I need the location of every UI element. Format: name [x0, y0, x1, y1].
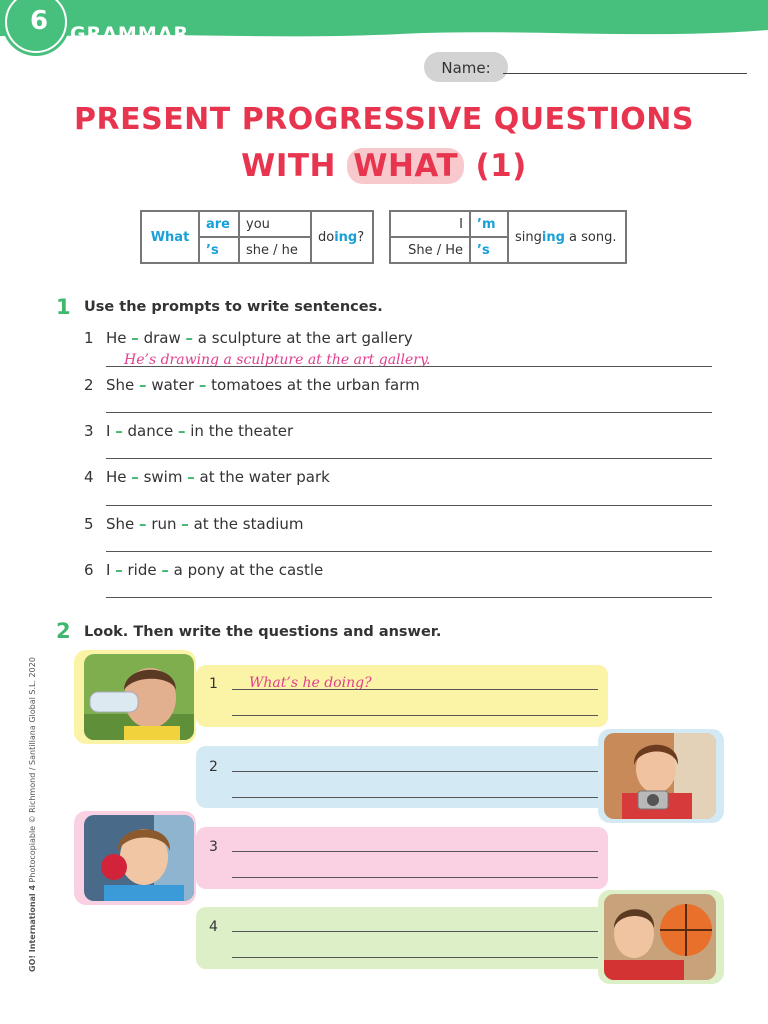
- exercise2-instruction: Look. Then write the questions and answer.: [84, 624, 442, 640]
- item-number: 3: [84, 422, 94, 440]
- cell-s-answer: ’s: [470, 237, 508, 263]
- answer-line-4[interactable]: [106, 505, 712, 506]
- question-line-3a[interactable]: [232, 851, 598, 852]
- singing-post: a song.: [564, 229, 617, 245]
- dash: –: [198, 376, 207, 394]
- answer-line-2[interactable]: [106, 412, 712, 413]
- title-with: WITH: [241, 148, 336, 184]
- question-number-4: 4: [209, 919, 218, 935]
- item-subject: He: [106, 468, 127, 486]
- photo-boy-basketball: [604, 894, 716, 980]
- question-line-3b[interactable]: [232, 877, 598, 878]
- item-place: at the water park: [199, 468, 330, 486]
- item-subject: I: [106, 422, 111, 440]
- title-what-highlight: WHAT: [347, 148, 464, 184]
- doing-post: ?: [357, 229, 365, 245]
- item-place: a pony at the castle: [173, 561, 324, 579]
- exercise1-number: 1: [56, 295, 71, 319]
- cell-doing: [311, 211, 373, 263]
- item-place: tomatoes at the urban farm: [211, 376, 420, 394]
- exercise1-item: [84, 422, 293, 440]
- question-line-1a[interactable]: [232, 689, 598, 690]
- name-label: Name:: [424, 52, 508, 82]
- question-line-2b[interactable]: [232, 797, 598, 798]
- dash: –: [177, 422, 186, 440]
- grammar-answer-table: [389, 210, 627, 264]
- answer-line-1[interactable]: [106, 366, 712, 367]
- exercise2-number: 2: [56, 619, 71, 643]
- cell-singing: [508, 211, 626, 263]
- answer-band-3: [196, 827, 608, 889]
- cell-you: you: [239, 211, 311, 237]
- cell-are: are: [199, 211, 239, 237]
- item-subject: She: [106, 515, 135, 533]
- photo-girl-apple: [84, 815, 194, 901]
- exercise1-item: [84, 376, 420, 394]
- item-number: 4: [84, 468, 94, 486]
- cell-what: What: [141, 211, 199, 263]
- title-number: (1): [475, 148, 527, 184]
- item-subject: She: [106, 376, 135, 394]
- item-verb: swim: [143, 468, 183, 486]
- answer-band-2: [196, 746, 608, 808]
- cell-she-he: she / he: [239, 237, 311, 263]
- dash: –: [115, 561, 123, 579]
- dash: –: [115, 422, 123, 440]
- item-subject: I: [106, 561, 111, 579]
- item-verb: dance: [127, 422, 174, 440]
- girl-camera-image: [604, 733, 716, 819]
- page-title-line2: [0, 148, 768, 184]
- item-number: 6: [84, 561, 94, 579]
- photo-girl-camera: [604, 733, 716, 819]
- grammar-question-table: [140, 210, 374, 264]
- photo-boy-drinking: [84, 654, 194, 740]
- exercise1-instruction: Use the prompts to write sentences.: [84, 299, 383, 315]
- dash: –: [131, 468, 139, 486]
- question-number-2: 2: [209, 759, 218, 775]
- girl-apple-image: [84, 815, 194, 901]
- dash: –: [131, 329, 139, 347]
- name-field[interactable]: [503, 73, 747, 74]
- exercise1-item: [84, 329, 413, 347]
- item-number: 1: [84, 329, 94, 347]
- item-verb: draw: [143, 329, 181, 347]
- answer-line-3[interactable]: [106, 458, 712, 459]
- item-number: 5: [84, 515, 94, 533]
- copyright-credit: [28, 657, 37, 972]
- singing-pre: sing: [515, 229, 542, 245]
- credit-text: Photocopiable © Richmond / Santillana Global S.L. 2020: [28, 657, 37, 885]
- cell-s: ’s: [199, 237, 239, 263]
- item-verb: ride: [127, 561, 157, 579]
- boy-drinking-image: [84, 654, 194, 740]
- question-number-3: 3: [209, 839, 218, 855]
- cell-m: ’m: [470, 211, 508, 237]
- exercise1-item: [84, 561, 323, 579]
- cell-she-he-answer: She / He: [390, 237, 470, 263]
- item-verb: water: [151, 376, 195, 394]
- dash: –: [139, 376, 147, 394]
- exercise1-item: [84, 515, 304, 533]
- exercise1-item: [84, 468, 330, 486]
- item-number: 2: [84, 376, 94, 394]
- singing-ing: ing: [541, 229, 565, 245]
- item-place: in the theater: [190, 422, 294, 440]
- section-label: GRAMMAR: [70, 23, 190, 45]
- question-line-4b[interactable]: [232, 957, 598, 958]
- dash: –: [181, 515, 189, 533]
- answer-line-6[interactable]: [106, 597, 712, 598]
- item-place: a sculpture at the art gallery: [197, 329, 413, 347]
- doing-ing: ing: [334, 229, 358, 245]
- page-title-line1: PRESENT PROGRESSIVE QUESTIONS: [74, 102, 694, 137]
- item-subject: He: [106, 329, 127, 347]
- question-line-4a[interactable]: [232, 931, 598, 932]
- doing-pre: do: [318, 229, 335, 245]
- question-line-1b[interactable]: [232, 715, 598, 716]
- question-line-2a[interactable]: [232, 771, 598, 772]
- dash: –: [187, 468, 195, 486]
- item-place: at the stadium: [193, 515, 304, 533]
- example-answer-1: He’s drawing a sculpture at the art gallery.: [124, 352, 431, 368]
- question-number-1: 1: [209, 676, 218, 692]
- example-question-1: What’s he doing?: [249, 675, 372, 691]
- answer-band-4: [196, 907, 608, 969]
- dash: –: [161, 561, 169, 579]
- cell-i: I: [390, 211, 470, 237]
- answer-line-5[interactable]: [106, 551, 712, 552]
- dash: –: [139, 515, 147, 533]
- dash: –: [185, 329, 194, 347]
- credit-brand: GO! International 4: [28, 884, 37, 972]
- item-verb: run: [151, 515, 177, 533]
- boy-basketball-image: [604, 894, 716, 980]
- unit-number: 6: [30, 6, 49, 36]
